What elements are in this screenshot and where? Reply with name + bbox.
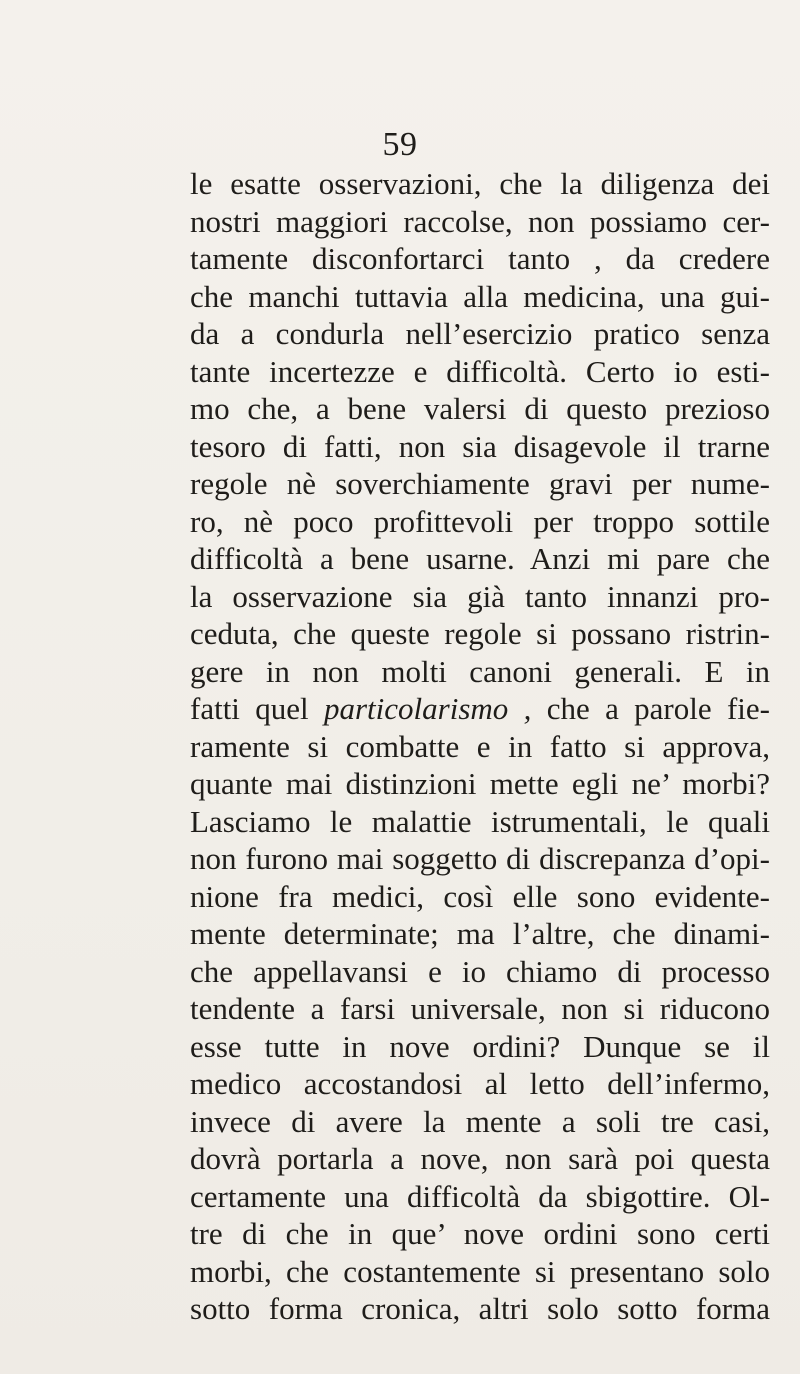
text-line: ceduta, che queste regole si possano ristrin- (190, 616, 770, 651)
text-line: ro, nè poco profittevoli per troppo sottile (190, 503, 770, 539)
text-line: che appellavansi e io chiamo di processo (190, 953, 770, 989)
text-line: tamente disconfortarci tanto , da credere (190, 241, 770, 276)
text-line: regole nè soverchiamente gravi per nume- (190, 466, 770, 501)
text-line: tre di che in que’ nove ordini sono certi (190, 1216, 770, 1251)
text-line: la osservazione sia già tanto innanzi pro- (190, 578, 770, 614)
text-line: che manchi tuttavia alla medicina, una gui- (190, 278, 770, 314)
text-line: quante mai distinzioni mette egli ne’ morbi? (190, 766, 770, 801)
text-line: tendente a farsi universale, non si riducono (190, 991, 770, 1026)
text-line: morbi, che costantemente si presentano solo (190, 1253, 770, 1289)
text-line: ramente si combatte e in fatto si approva, (190, 728, 770, 764)
text-line: medico accostandosi al letto dell’infermo, (190, 1066, 770, 1101)
text-line: tante incertezze e difficoltà. Certo io esti- (190, 353, 770, 389)
italic-term: particolarismo , (323, 691, 532, 726)
text-line: difficoltà a bene usarne. Anzi mi pare che (190, 541, 770, 576)
text-line: nostri maggiori raccolse, non possiamo cer- (190, 203, 770, 239)
body-text (190, 165, 770, 1328)
text-line: non furono mai soggetto di discrepanza d’opi- (190, 841, 770, 876)
text-line: tesoro di fatti, non sia disagevole il trarne (190, 428, 770, 464)
text-line: Lasciamo le malattie istrumentali, le quali (190, 803, 770, 839)
text-line: le esatte osservazioni, che la diligenza dei (190, 166, 770, 201)
text-line: invece di avere la mente a soli tre casi, (190, 1103, 770, 1139)
text-segment: fatti quel (190, 691, 324, 726)
text-line: mo che, a bene valersi di questo prezioso (190, 391, 770, 426)
text-segment: che a parole fie- (531, 691, 770, 726)
text-line: certamente una difficoltà da sbigottire. Ol- (190, 1178, 770, 1214)
text-line-with-italic (190, 690, 770, 728)
text-line: esse tutte in nove ordini? Dunque se il (190, 1028, 770, 1064)
text-line: sotto forma cronica, altri solo sotto forma (190, 1291, 770, 1326)
text-line: mente determinate; ma l’altre, che dinami- (190, 916, 770, 951)
text-line: da a condurla nell’esercizio pratico senza (190, 316, 770, 351)
page-number: 59 (382, 126, 418, 163)
text-line: dovrà portarla a nove, non sarà poi questa (190, 1141, 770, 1176)
text-line: gere in non molti canoni generali. E in (190, 653, 770, 689)
text-line: nione fra medici, così elle sono evidente- (190, 878, 770, 914)
